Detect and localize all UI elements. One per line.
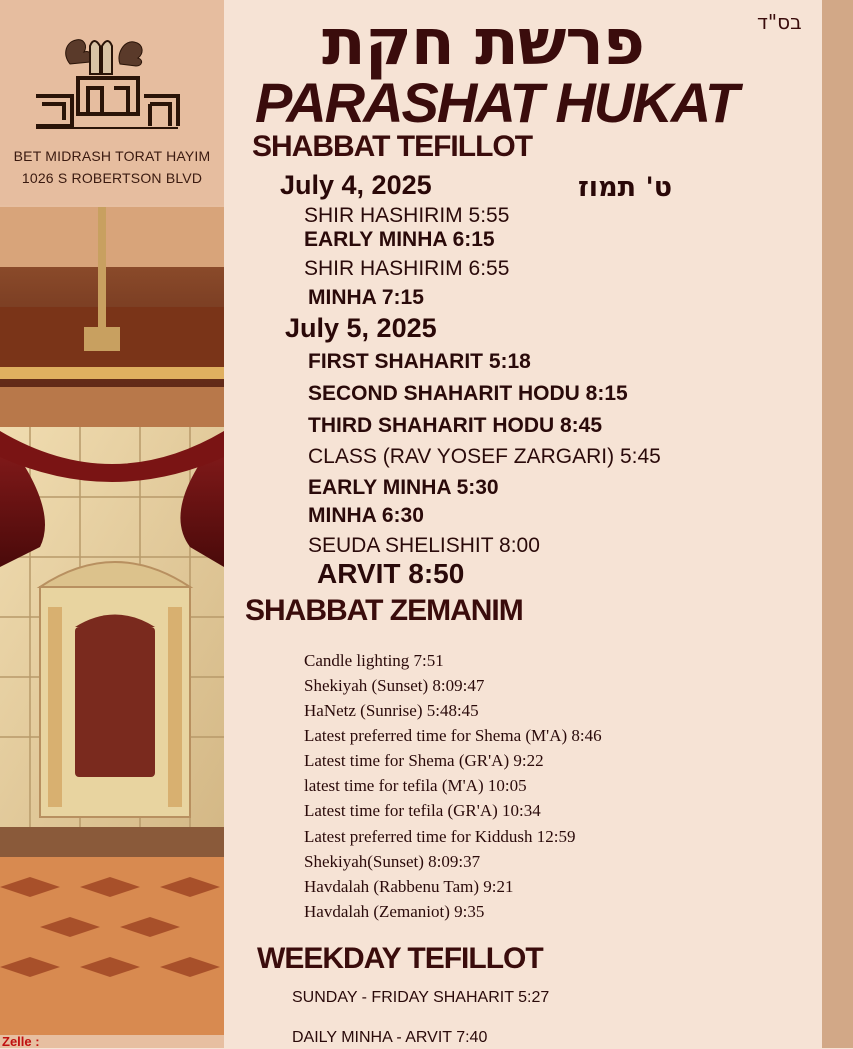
bsd-mark: בס"ד: [757, 10, 802, 34]
shabbat-tefillot-heading: SHABBAT TEFILLOT: [252, 130, 533, 163]
zelle-label: Zelle :: [2, 1034, 40, 1049]
saturday-item: EARLY MINHA 5:30: [308, 476, 499, 499]
zemanim-item: Latest preferred time for Shema (M'A) 8:46: [304, 726, 602, 745]
org-name: BET MIDRASH TORAT HAYIM: [13, 148, 211, 164]
weekday-item: SUNDAY - FRIDAY SHAHARIT 5:27: [292, 989, 550, 1006]
hebrew-parasha-title: פרשת חקת: [322, 6, 644, 80]
weekday-heading: WEEKDAY TEFILLOT: [257, 942, 543, 975]
torat-hayim-logo-icon: [32, 34, 182, 130]
saturday-item: CLASS (RAV YOSEF ZARGARI) 5:45: [308, 445, 661, 468]
friday-item: EARLY MINHA 6:15: [304, 228, 495, 251]
friday-item: SHIR HASHIRIM 5:55: [304, 204, 510, 227]
synagogue-photo: [0, 207, 224, 1035]
weekday-item: DAILY MINHA - ARVIT 7:40: [292, 1029, 488, 1046]
zemanim-item: Latest time for Shema (GR'A) 9:22: [304, 751, 544, 770]
saturday-item: SECOND SHAHARIT HODU 8:15: [308, 382, 628, 405]
saturday-item: ARVIT 8:50: [317, 558, 465, 589]
right-border: [822, 0, 853, 1048]
zemanim-item: Havdalah (Rabbenu Tam) 9:21: [304, 877, 514, 896]
saturday-item: SEUDA SHELISHIT 8:00: [308, 534, 540, 557]
saturday-date: July 5, 2025: [285, 313, 437, 343]
zemanim-item: latest time for tefila (M'A) 10:05: [304, 776, 527, 795]
hebrew-date: ט' תמוז: [578, 172, 673, 203]
saturday-item: FIRST SHAHARIT 5:18: [308, 350, 531, 373]
zemanim-item: Candle lighting 7:51: [304, 651, 444, 670]
zemanim-item: Shekiyah(Sunset) 8:09:37: [304, 852, 481, 871]
logo-block: [0, 0, 224, 205]
zemanim-item: Latest time for tefila (GR'A) 10:34: [304, 801, 541, 820]
saturday-item: MINHA 6:30: [308, 504, 424, 527]
org-address: 1026 S ROBERTSON BLVD: [21, 170, 203, 186]
zemanim-item: Havdalah (Zemaniot) 9:35: [304, 902, 485, 921]
zemanim-item: HaNetz (Sunrise) 5:48:45: [304, 701, 479, 720]
friday-date: July 4, 2025: [280, 170, 432, 200]
left-panel: [0, 0, 224, 1048]
zemanim-heading: SHABBAT ZEMANIM: [245, 594, 523, 627]
zemanim-item: Latest preferred time for Kiddush 12:59: [304, 827, 576, 846]
friday-item: MINHA 7:15: [308, 286, 424, 309]
parasha-title: PARASHAT HUKAT: [255, 71, 738, 134]
friday-item: SHIR HASHIRIM 6:55: [304, 257, 510, 280]
saturday-item: THIRD SHAHARIT HODU 8:45: [308, 414, 603, 437]
zemanim-item: Shekiyah (Sunset) 8:09:47: [304, 676, 485, 695]
